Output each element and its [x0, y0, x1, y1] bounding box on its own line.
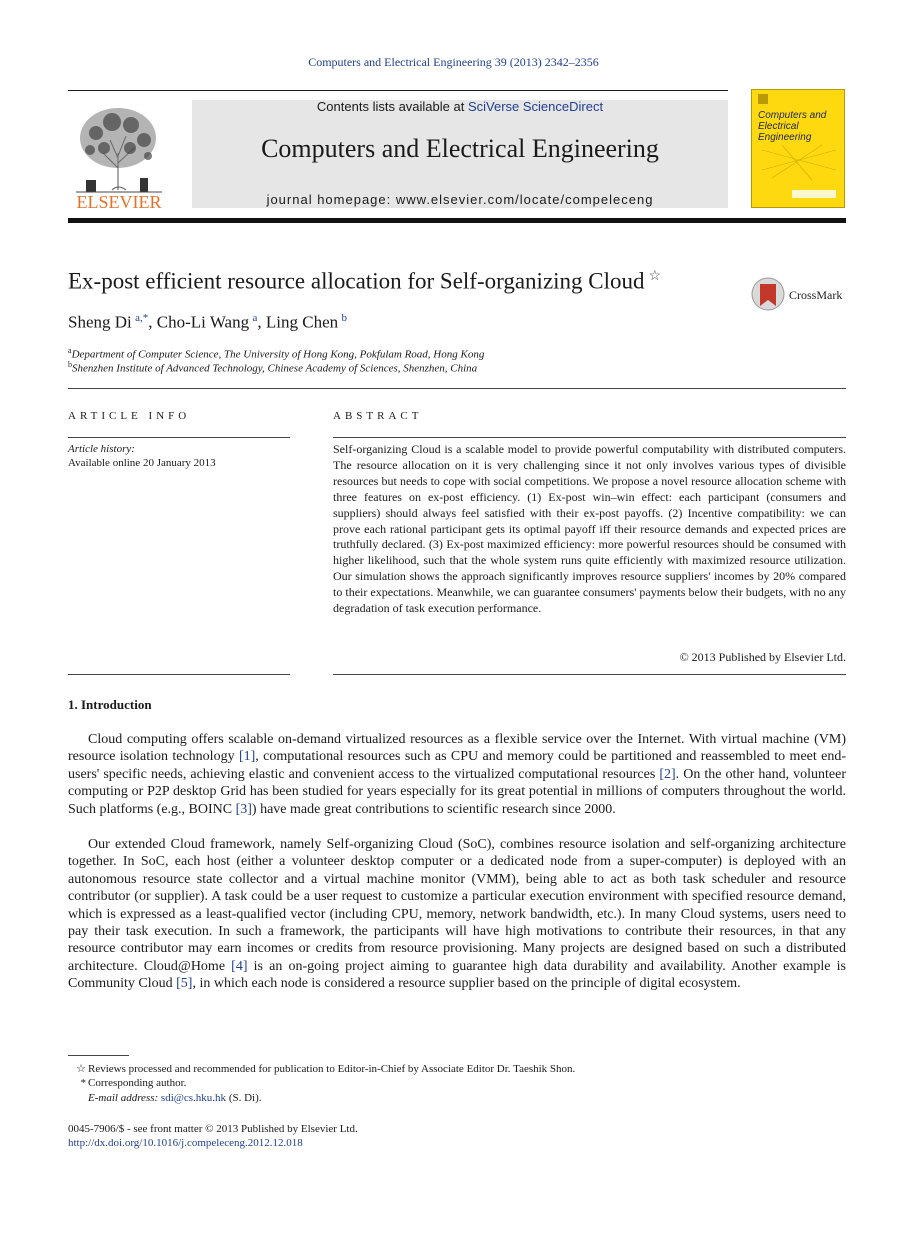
- abstract-text: Self-organizing Cloud is a scalable model to provide powerful computability with distributed computers. The resource allocation on it is very challenging since it not only involves various types of divisible resources but needs to cope with social competitions. We propose a novel resource allocation scheme with three features on ex-post efficiency. (1) Ex-post win–win effect: each participant (consumers and suppliers) should always feel satisfied with their ex-post payoffs. (2) Incentive compatibility: we can prove each rational participant gets its optimal payoff iff their resource demands and expected prices are truthfully declared. (3) Ex-post maximized efficiency: more powerful resources should be consumed with higher likelihood, such that the whole system runs quite efficiently with maximized resource utilization. Our simulation shows the approach significantly improves resource suppliers' incomes by 20% compared to their expectations. Meanwhile, we can guarantee consumers' payments below their budgets, with no any degradation of task execution performance.: [333, 442, 846, 616]
- article-info-heading: ARTICLE INFO: [68, 410, 191, 422]
- footnote-review-text: Reviews processed and recommended for publication to Editor-in-Chief by Associate Editor Dr. Taeshik Shon.: [88, 1063, 576, 1075]
- article-history-value: Available online 20 January 2013: [68, 457, 216, 469]
- article-info-rule: [68, 437, 290, 438]
- abstract-bottom-rule: [333, 674, 846, 675]
- contents-line: [192, 99, 728, 114]
- intro-paragraph-2: [68, 836, 846, 993]
- citation-4[interactable]: [4]: [231, 958, 248, 974]
- affiliation-a-mark: a: [68, 346, 72, 355]
- p2-text-3: , in which each node is considered a resource supplier based on the principle of digital ecosystem.: [192, 976, 741, 992]
- doi-link[interactable]: http://dx.doi.org/10.1016/j.compeleceng.2012.12.018: [68, 1137, 303, 1149]
- elsevier-logo: [68, 98, 170, 210]
- author-3-affil-mark[interactable]: b: [341, 312, 348, 324]
- footnote-review-mark: ☆: [76, 1063, 86, 1075]
- affiliation-a: [68, 346, 484, 361]
- affiliation-a-text: Department of Computer Science, The University of Hong Kong, Pokfulam Road, Hong Kong: [71, 348, 485, 361]
- masthead-bottom-rule: [68, 218, 846, 223]
- author-1-sep: ,: [148, 312, 157, 332]
- citation-5[interactable]: [5]: [176, 976, 193, 992]
- citation-1[interactable]: [1]: [238, 749, 256, 765]
- sciencedirect-link[interactable]: SciVerse ScienceDirect: [467, 99, 604, 114]
- affiliation-b-text: Shenzhen Institute of Advanced Technology, Chinese Academy of Sciences, Shenzhen, China: [72, 362, 478, 375]
- issn-line: 0045-7906/$ - see front matter © 2013 Published by Elsevier Ltd.: [68, 1123, 358, 1135]
- affiliation-b: [68, 360, 477, 375]
- section-heading-introduction: 1. Introduction: [68, 697, 152, 712]
- citation-2[interactable]: [2]: [659, 766, 676, 782]
- footnote-email: [68, 1092, 262, 1104]
- contents-prefix: Contents lists available at: [316, 99, 468, 114]
- citation-3[interactable]: [3]: [235, 801, 252, 817]
- abstract-heading: ABSTRACT: [333, 410, 423, 422]
- elsevier-wordmark: ELSEVIER: [76, 192, 162, 210]
- article-title: [68, 268, 661, 295]
- homepage-url[interactable]: www.elsevier.com/locate/compeleceng: [395, 192, 654, 207]
- intro-paragraph-1: [68, 731, 846, 818]
- email-label: E-mail address:: [88, 1092, 159, 1104]
- running-header: Computers and Electrical Engineering 39 (2013) 2342–2356: [308, 55, 599, 69]
- author-2-name: Cho-Li Wang: [156, 312, 250, 332]
- article-info-bottom-rule: [68, 674, 290, 675]
- article-title-text: Ex-post efficient resource allocation for Self-organizing Cloud: [68, 268, 645, 294]
- masthead-top-rule: [68, 90, 728, 91]
- abstract-copyright: © 2013 Published by Elsevier Ltd.: [679, 650, 846, 664]
- journal-cover: [751, 89, 845, 208]
- header-divider: [68, 388, 846, 389]
- footnote-rule: [68, 1055, 129, 1056]
- email-suffix: (S. Di).: [226, 1092, 262, 1104]
- p1-text-1: Cloud computing offers scalable on-demand virtualized resources as a flexible service over the Internet. With virtual machine (VM) resource isolation technology: [68, 732, 846, 765]
- author-2-sep: ,: [257, 312, 266, 332]
- author-2-affil-mark[interactable]: a: [252, 312, 258, 324]
- p1-text-3: . On the other hand, volunteer computing or P2P desktop Grid has been studied for years especially for its great potential in millions of computers throughout the world. Such platforms (e.g., BOINC: [68, 766, 847, 817]
- cover-title: Computers and Electrical Engineering: [758, 110, 827, 143]
- author-list: [68, 312, 347, 333]
- title-footnote-mark[interactable]: ☆: [648, 269, 662, 284]
- homepage-prefix: journal homepage:: [266, 192, 396, 207]
- footnote-corresponding: [68, 1077, 186, 1089]
- journal-homepage: [192, 192, 728, 207]
- author-3-name: Ling Chen: [265, 312, 339, 332]
- footnote-corresponding-text: Corresponding author.: [88, 1077, 187, 1089]
- p2-text-1: Our extended Cloud framework, namely Self-organizing Cloud (SoC), combines resource isolation and self-organizing architecture together. In SoC, each host (either a volunteer desktop computer or a dedicated node from a super-computer) is deployed with an autonomous resource state collector and a virtual machine monitor (VMM), being able to act as both task scheduler and resource contributor (or supplier). A task could be a user request to customize a particular execution environment with specified resource demand, which is expressed as a least-qualified vector (including CPU, memory, network bandwidth, etc.). In many Cloud systems, users need to pay their task execution. In such a framework, the participants will have high motivations to contribute their resources, in that any resource contributor may earn incomes or credits from resource provisioning. Many projects are designed based on such a distributed architecture. Cloud@Home: [68, 837, 846, 974]
- journal-title: Computers and Electrical Engineering: [261, 134, 659, 163]
- p1-text-4: ) have made great contributions to scientific research since 2000.: [251, 801, 616, 817]
- article-history-label: Article history:: [68, 443, 135, 455]
- p2-text-2: is an on-going project aiming to guarantee high data durability and availability. Another example is Community Cloud: [68, 958, 846, 992]
- footnote-review: [68, 1062, 575, 1075]
- email-link[interactable]: sdi@cs.hku.hk: [160, 1092, 227, 1104]
- abstract-rule: [333, 437, 846, 438]
- p1-text-2: , computational resources such as CPU and memory could be partitioned and reassembled to meet end-users' specific needs, achieving elastic and convenient access to the virtualized computational resources: [68, 749, 847, 782]
- crossmark-label: CrossMark: [789, 288, 843, 302]
- author-1-name: Sheng Di: [68, 312, 132, 332]
- author-1-affil-mark[interactable]: a,*: [135, 312, 149, 324]
- affiliation-b-mark: b: [68, 360, 72, 369]
- footnote-corresponding-mark: *: [80, 1077, 86, 1089]
- crossmark-badge[interactable]: [751, 276, 851, 312]
